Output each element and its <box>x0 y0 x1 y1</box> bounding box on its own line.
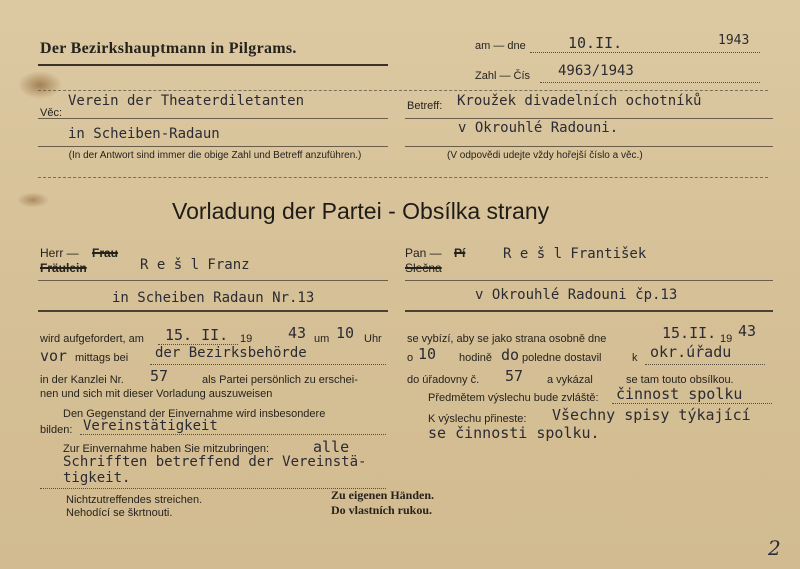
cz-office: okr.úřadu <box>650 343 732 361</box>
salutation-slecna: Slečna <box>405 261 442 275</box>
de-room: 57 <box>150 367 169 385</box>
subject-separator <box>38 177 768 178</box>
cz-bring2: se činnosti spolku. <box>428 424 600 442</box>
addressee-cz-rule1 <box>405 280 773 281</box>
salutation-herr: Herr — <box>40 246 79 260</box>
cz-strike-note: Nehodící se škrtnouti. <box>66 507 173 519</box>
de-bring1: alle <box>313 438 350 456</box>
de-office: der Bezirksbehörde <box>155 345 307 361</box>
salutation-frau: Frau <box>92 246 119 260</box>
number-label: Zahl — Čís <box>475 70 531 82</box>
de-day: 15. II. <box>165 326 229 344</box>
de-hour: 10 <box>336 324 355 342</box>
addressee-de-rule2 <box>38 310 388 312</box>
cz-matter: činnost spolku <box>616 385 743 403</box>
salutation-fraulein: Fräulein <box>40 261 87 275</box>
addressee-place-de: in Scheiben Radaun Nr.13 <box>112 290 315 306</box>
cz-day: 15.II. <box>662 324 717 342</box>
de-gegenstand: Den Gegenstand der Einvernahme wird insbesondere <box>63 408 326 420</box>
addressee-cz-rule2 <box>405 310 773 312</box>
de-bring2: Schrifften betreffend der Vereinstä- <box>63 454 367 470</box>
date-dotted-line <box>530 52 760 53</box>
cz-bring1: Všechny spisy týkající <box>552 406 751 424</box>
footer-cz-hands: Do vlastních rukou. <box>331 503 433 517</box>
de-office-line <box>150 364 386 365</box>
subject-cz-line2: v Okrouhlé Radouni. <box>458 120 619 136</box>
subject-cz-rule2 <box>405 146 773 147</box>
cz-matter-line <box>612 403 772 404</box>
date-value: 10.II. <box>568 34 623 52</box>
de-mitzubringen: Zur Einvernahme haben Sie mitzubringen: <box>63 443 270 455</box>
de-aufgefordert: wird aufgefordert, am <box>40 333 144 345</box>
subject-de-label: Věc: <box>40 107 63 119</box>
de-matter-line <box>80 434 386 435</box>
addressee-name-cz: R e š l František <box>503 246 647 262</box>
subject-de-rule1 <box>38 118 388 119</box>
issuing-authority: Der Bezirkshauptmann in Pilgrams. <box>40 40 297 57</box>
addressee-name-de: R e š l Franz <box>140 257 250 273</box>
subject-cz-rule1 <box>405 118 773 119</box>
subject-de-line1: Verein der Theaterdiletanten <box>68 93 305 109</box>
header-rule-left <box>38 64 388 66</box>
addressee-de-rule1 <box>38 280 388 281</box>
number-value: 4963/1943 <box>558 63 634 79</box>
cz-vybizi: se vybízí, aby se jako strana osobně dne <box>407 333 607 345</box>
subject-cz-note: (V odpovědi udejte vždy hořejší číslo a věc.) <box>447 150 643 161</box>
cz-predmetem: Předmětem výslechu bude zvláště: <box>428 392 599 404</box>
subject-de-rule2 <box>38 146 388 147</box>
de-bilden: bilden: <box>40 424 73 436</box>
cz-obsilkou: se tam touto obsílkou. <box>626 374 734 386</box>
de-als-partei: als Partei persönlich zu erschei- <box>202 374 358 386</box>
de-bring3: tigkeit. <box>63 470 131 486</box>
de-um: um <box>314 333 330 345</box>
subject-cz-line1: Kroužek divadelních ochotníků <box>457 93 702 109</box>
salutation-pi: Pí <box>454 246 466 260</box>
cz-do: do <box>501 346 520 364</box>
footer-de-hands: Zu eigenen Händen. <box>331 488 435 502</box>
de-year: 43 <box>288 324 307 342</box>
date-label: am — dne <box>475 40 526 52</box>
cz-room: 57 <box>505 367 524 385</box>
cz-office-line <box>645 364 765 365</box>
de-uhr: Uhr <box>364 333 382 345</box>
cz-k: k <box>632 352 638 364</box>
cz-year: 43 <box>738 322 757 340</box>
de-kanzlei: in der Kanzlei Nr. <box>40 374 124 386</box>
cz-hodine: hodině <box>459 352 493 364</box>
cz-vykazal: a vykázal <box>547 374 593 386</box>
de-nineteen: 19 <box>240 333 253 345</box>
de-strike-note: Nichtzutreffendes streichen. <box>66 494 203 506</box>
addressee-place-cz: v Okrouhlé Radouni čp.13 <box>475 287 678 303</box>
document-title: Vorladung der Partei - Obsílka strany <box>172 198 550 224</box>
de-vor: vor <box>40 347 68 365</box>
page-mark-handwritten: 2 <box>768 536 781 560</box>
cz-hour: 10 <box>418 345 437 363</box>
de-matter: Vereinstätigkeit <box>83 418 218 434</box>
subject-cz-label: Betreff: <box>407 100 443 112</box>
cz-uradovny: do úřadovny č. <box>407 374 480 386</box>
subject-de-note <box>40 150 390 162</box>
header-separator <box>38 90 768 91</box>
cz-o: o <box>407 352 414 364</box>
cz-nineteen: 19 <box>720 333 733 345</box>
cz-poledne: poledne dostavil <box>522 352 602 364</box>
de-nen: nen und sich mit dieser Vorladung auszuweisen <box>40 388 273 400</box>
year-value: 1943 <box>718 33 750 48</box>
cz-prineste: K výslechu přineste: <box>428 413 527 425</box>
number-dotted-line <box>540 82 760 83</box>
de-mittags-bei: mittags bei <box>75 352 129 364</box>
salutation-pan: Pan — <box>405 246 442 260</box>
subject-de-note-text: (In der Antwort sind immer die obige Zahl und Betreff anzuführen.) <box>68 150 362 161</box>
subject-de-line2: in Scheiben-Radaun <box>68 126 220 142</box>
